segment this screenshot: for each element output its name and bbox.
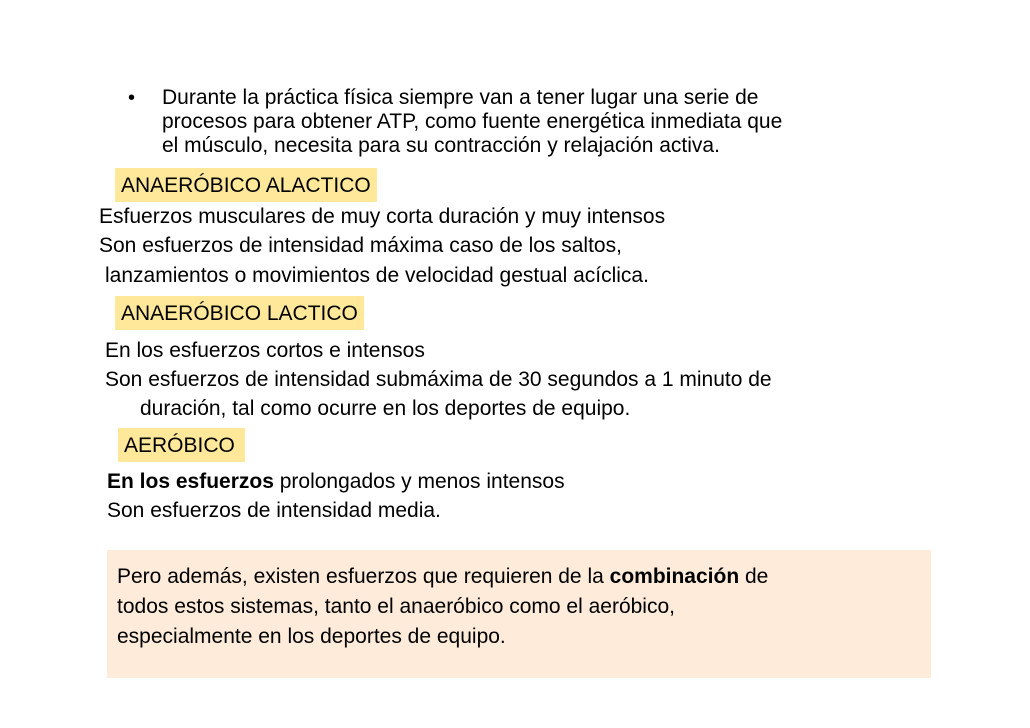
alactic-line-1: Esfuerzos musculares de muy corta duración y muy intensos <box>99 205 666 228</box>
aerobic-line-1 <box>107 470 565 494</box>
intro-line-2: procesos para obtener ATP, como fuente energética inmediata que <box>162 110 783 133</box>
callout-line-2: todos estos sistemas, tanto el anaeróbico como el aeróbico, <box>117 595 675 618</box>
heading-anaerobic-alactic <box>115 168 377 202</box>
lactic-line-2: Son esfuerzos de intensidad submáxima de 30 segundos a 1 minuto de <box>105 368 772 391</box>
alactic-line-2: Son esfuerzos de intensidad máxima caso de los saltos, <box>99 234 622 257</box>
callout-line-3: especialmente en los deportes de equipo. <box>117 625 506 648</box>
intro-line-1: Durante la práctica física siempre van a tener lugar una serie de <box>162 86 759 109</box>
lactic-line-1: En los esfuerzos cortos e intensos <box>105 339 425 362</box>
heading-anaerobic-lactic-text: ANAERÓBICO LACTICO <box>121 302 358 325</box>
callout-line-1: Pero además, existen esfuerzos que requieren de la combinación de <box>117 565 769 588</box>
lactic-line-3: duración, tal como ocurre en los deportes de equipo. <box>140 397 631 420</box>
callout-text <box>117 562 768 652</box>
heading-anaerobic-lactic <box>115 296 364 330</box>
callout-bold-word: combinación <box>609 565 740 588</box>
heading-anaerobic-alactic-text: ANAERÓBICO ALACTICO <box>121 174 371 197</box>
bullet-marker: • <box>128 87 136 109</box>
heading-aerobic-text: AERÓBICO <box>124 434 235 457</box>
intro-paragraph <box>162 86 892 158</box>
aerobic-line-1-bold: En los esfuerzos <box>107 470 274 493</box>
heading-aerobic <box>118 428 245 462</box>
aerobic-line-1-rest: prolongados y menos intensos <box>273 470 565 493</box>
intro-line-3: el músculo, necesita para su contracción y relajación activa. <box>162 134 720 157</box>
aerobic-line-2: Son esfuerzos de intensidad media. <box>107 499 441 522</box>
alactic-line-3: lanzamientos o movimientos de velocidad gestual acíclica. <box>105 264 649 287</box>
combination-callout <box>107 550 931 678</box>
